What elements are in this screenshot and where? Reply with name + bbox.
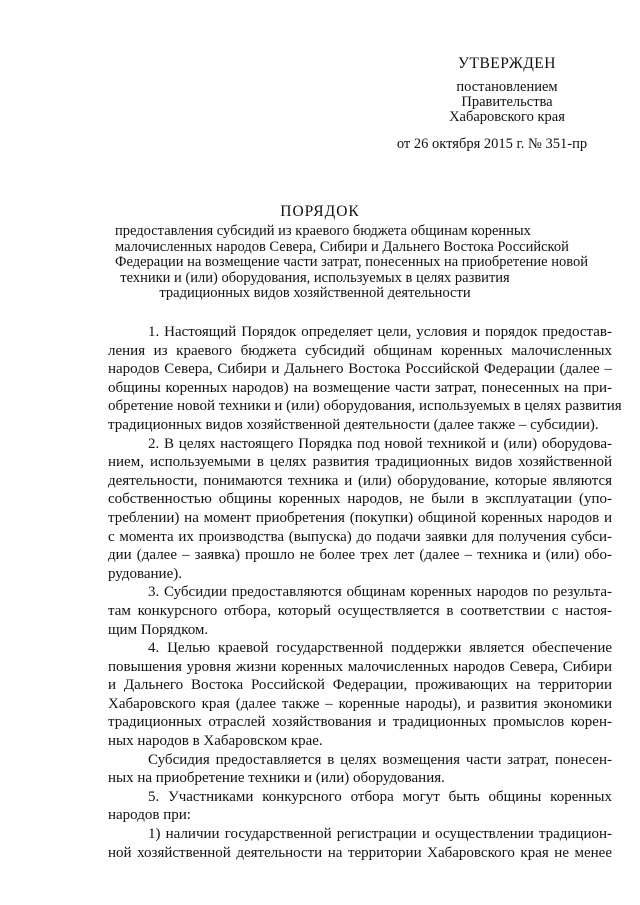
paragraph [108, 323, 622, 435]
paragraph-line: Субсидия предоставляется в целях возмещения части затрат, понесен- [148, 751, 612, 768]
approval-line: Правительства [461, 94, 553, 110]
paragraph [108, 435, 612, 584]
paragraph-line: Хабаровского края (далее также – коренные народы), и развития экономики [108, 695, 612, 712]
paragraph-line: собственностью общины коренных народов, не были в эксплуатации (упо- [108, 491, 612, 508]
paragraph-line: ных народов в Хабаровском крае. [108, 733, 323, 750]
paragraph-line: треблении) на момент приобретения (покупки) общиной коренных народов и [108, 509, 612, 526]
document-title: ПОРЯДОК [280, 203, 360, 220]
approval-heading: УТВЕРЖДЕН [458, 55, 556, 72]
paragraph-line: обретение новой техники и (или) оборудования, используемых в целях развития [108, 398, 622, 415]
paragraph-line: общины коренных народов) на возмещение части затрат, понесенных на при- [108, 379, 612, 396]
approval-line: постановлением [456, 79, 558, 95]
approval-block [392, 56, 622, 152]
paragraph [108, 788, 612, 825]
paragraph-line: народов при: [108, 807, 191, 824]
paragraph-line: ной хозяйственной деятельности на территории Хабаровского края не менее [108, 844, 612, 861]
paragraph-line: 4. Целью краевой государственной поддержки является обеспечение [148, 640, 612, 657]
approval-line: Хабаровского края [449, 109, 565, 125]
paragraph-line: ления из краевого бюджета субсидий общинам коренных малочисленных [108, 342, 612, 359]
paragraph [108, 583, 612, 639]
subtitle-line: малочисленных народов Севера, Сибири и Дальнего Востока Российской [115, 238, 569, 255]
paragraph-line: традиционных видов хозяйственной деятельности (далее также – субсидии). [108, 416, 599, 433]
document-body [108, 323, 622, 862]
paragraph [108, 639, 612, 751]
paragraph-line: ных на приобретение техники и (или) оборудования. [108, 770, 445, 787]
approval-date: от 26 октября 2015 г. № 351-пр [396, 136, 588, 152]
paragraph-line: 3. Субсидии предоставляются общинам коренных народов по результа- [148, 584, 612, 601]
paragraph-line: нием, используемыми в целях развития традиционных видов хозяйственной [108, 454, 612, 471]
paragraph-line: 1. Настоящий Порядок определяет цели, условия и порядок предостав- [148, 324, 612, 340]
paragraph-line: дии (далее – заявка) прошло не более трех лет (далее – техника и (или) обо- [108, 547, 612, 564]
paragraph-line: и Дальнего Востока Российской Федерации, проживающих на территории [108, 677, 612, 694]
paragraph-line: с момента их производства (выпуска) до подачи заявки для получения субси- [108, 528, 612, 545]
paragraph-line: рудование). [108, 565, 182, 582]
subtitle-line: Федерации на возмещение части затрат, понесенных на приобретение новой [115, 254, 589, 270]
subtitle-line: предоставления субсидий из краевого бюджета общинам коренных [115, 223, 531, 239]
paragraph-line: 1) наличии государственной регистрации и осуществлении традицион- [148, 826, 612, 843]
paragraph-line: 2. В целях настоящего Порядка под новой техникой и (или) оборудова- [148, 435, 612, 452]
paragraph [108, 751, 612, 788]
document-subtitle [115, 223, 589, 302]
subtitle-line: традиционных видов хозяйственной деятельности [159, 285, 471, 301]
paragraph-line: традиционных отраслей хозяйствования и традиционных промыслов корен- [108, 714, 612, 731]
paragraph-line: щим Порядком. [108, 621, 209, 638]
paragraph-line: народов Севера, Сибири и Дальнего Востока Российской Федерации (далее – [108, 361, 612, 378]
subtitle-line: техники и (или) оборудования, используемых в целях развития [120, 269, 510, 286]
paragraph [108, 825, 612, 862]
paragraph-line: 5. Участниками конкурсного отбора могут быть общины коренных [148, 788, 612, 805]
paragraph-line: там конкурсного отбора, который осуществляется в соответствии с настоя- [108, 602, 612, 619]
paragraph-line: повышения уровня жизни коренных малочисленных народов Севера, Сибири [108, 658, 612, 675]
paragraph-line: деятельности, понимаются техника и (или) оборудование, которые являются [108, 472, 612, 489]
